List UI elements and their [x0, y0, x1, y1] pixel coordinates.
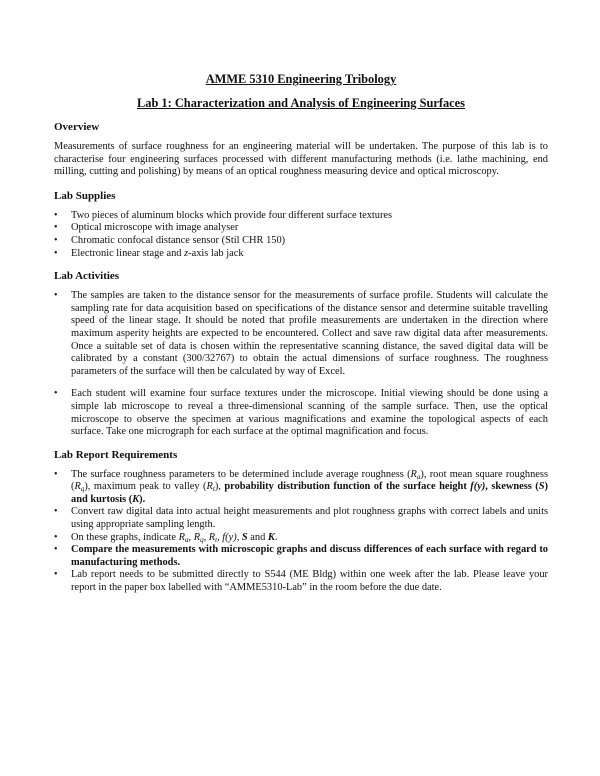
list-item: • Lab report needs to be submitted directly to S544 (ME Bldg) within one week after the lab. Please leave your report in the paper box labelled with “AMME5310-Lab” in the room before the due date. [54, 569, 548, 594]
list-item: • Electronic linear stage and z-axis lab jack [54, 247, 244, 259]
bullet-icon: • [54, 506, 58, 518]
document-page [54, 72, 548, 605]
bullet-icon: • [54, 544, 58, 556]
list-item: • Optical microscope with image analyser [54, 222, 239, 234]
supplies-heading: Lab Supplies [54, 189, 116, 202]
list-item: • Each student will examine four surface textures under the microscope. Initial viewing should be done using a simple lab microscope to reveal a three-dimensional scanning of the sample surface. Then, use the optical microscope to observe the specimen at various magnifications and examine the topological aspects of each surface. Take one micrograph for each surface at the optimal magnification and focus. [54, 388, 548, 438]
report-heading: Lab Report Requirements [54, 448, 178, 461]
course-title: AMME 5310 Engineering Tribology [205, 72, 397, 86]
list-item: • Chromatic confocal distance sensor (Stil CHR 150) [54, 234, 286, 246]
bullet-icon: • [54, 569, 58, 581]
bullet-icon: • [54, 531, 58, 543]
bullet-icon: • [54, 388, 58, 400]
bullet-icon: • [54, 222, 58, 234]
bullet-icon: • [54, 209, 58, 221]
list-item: • Compare the measurements with microscopic graphs and discuss differences of each surface with regard to manufacturing methods. [54, 544, 548, 568]
activities-heading: Lab Activities [54, 270, 120, 283]
list-item: • The samples are taken to the distance sensor for the measurements of surface profile. Students will calculate the sampling rate for data acquisition based on specifications of the distance sensor and determine suitable travelling speed of the linear stage. It should be noted that profile measurements are undertaken in the direction where maximum asperity heights are expected to be encountered. Collect and save raw digital data after measurements. Once a suitable set of data is chosen within the representative scanning distance, the saved digital data will be calibrated by a constant (300/32767) to obtain the actual dimensions of surface roughness. The roughness parameters of the surface will then be calculated by way of Excel. [54, 290, 548, 377]
lab-title: Lab 1: Characterization and Analysis of Engineering Surfaces [136, 96, 465, 110]
list-item: • Convert raw digital data into actual height measurements and plot roughness graphs with correct labels and units using appropriate sampling length. [54, 506, 548, 531]
overview-heading: Overview [54, 121, 100, 133]
bullet-icon: • [54, 247, 58, 259]
bullet-icon: • [54, 234, 58, 246]
list-item: • The surface roughness parameters to be determined include average roughness $(R_a)$, root mean square roughness $(R_q)$, maximum peak to valley $(R_t)$, probability distribution function of the surface height f(y), skewness (S) and kurtosis (K). [54, 468, 548, 505]
overview-text: Measurements of surface roughness for an engineering material will be undertaken. The purpose of this lab is to characterise four engineering surfaces processed with different manufacturing methods (i.e. lathe machining, end milling, cutting and polishing) by means of an optical roughness measuring device and optical microscopy. [54, 141, 548, 178]
bullet-icon: • [54, 290, 58, 302]
activities-list [54, 290, 548, 439]
supplies-list [54, 210, 548, 260]
report-list [54, 469, 548, 595]
list-item: • Two pieces of aluminum blocks which provide four different surface textures [54, 209, 393, 221]
bullet-icon: • [54, 468, 58, 480]
list-item: • On these graphs, indicate $R_a$, $R_q$, $R_t$, f(y), S and K. [54, 531, 278, 544]
